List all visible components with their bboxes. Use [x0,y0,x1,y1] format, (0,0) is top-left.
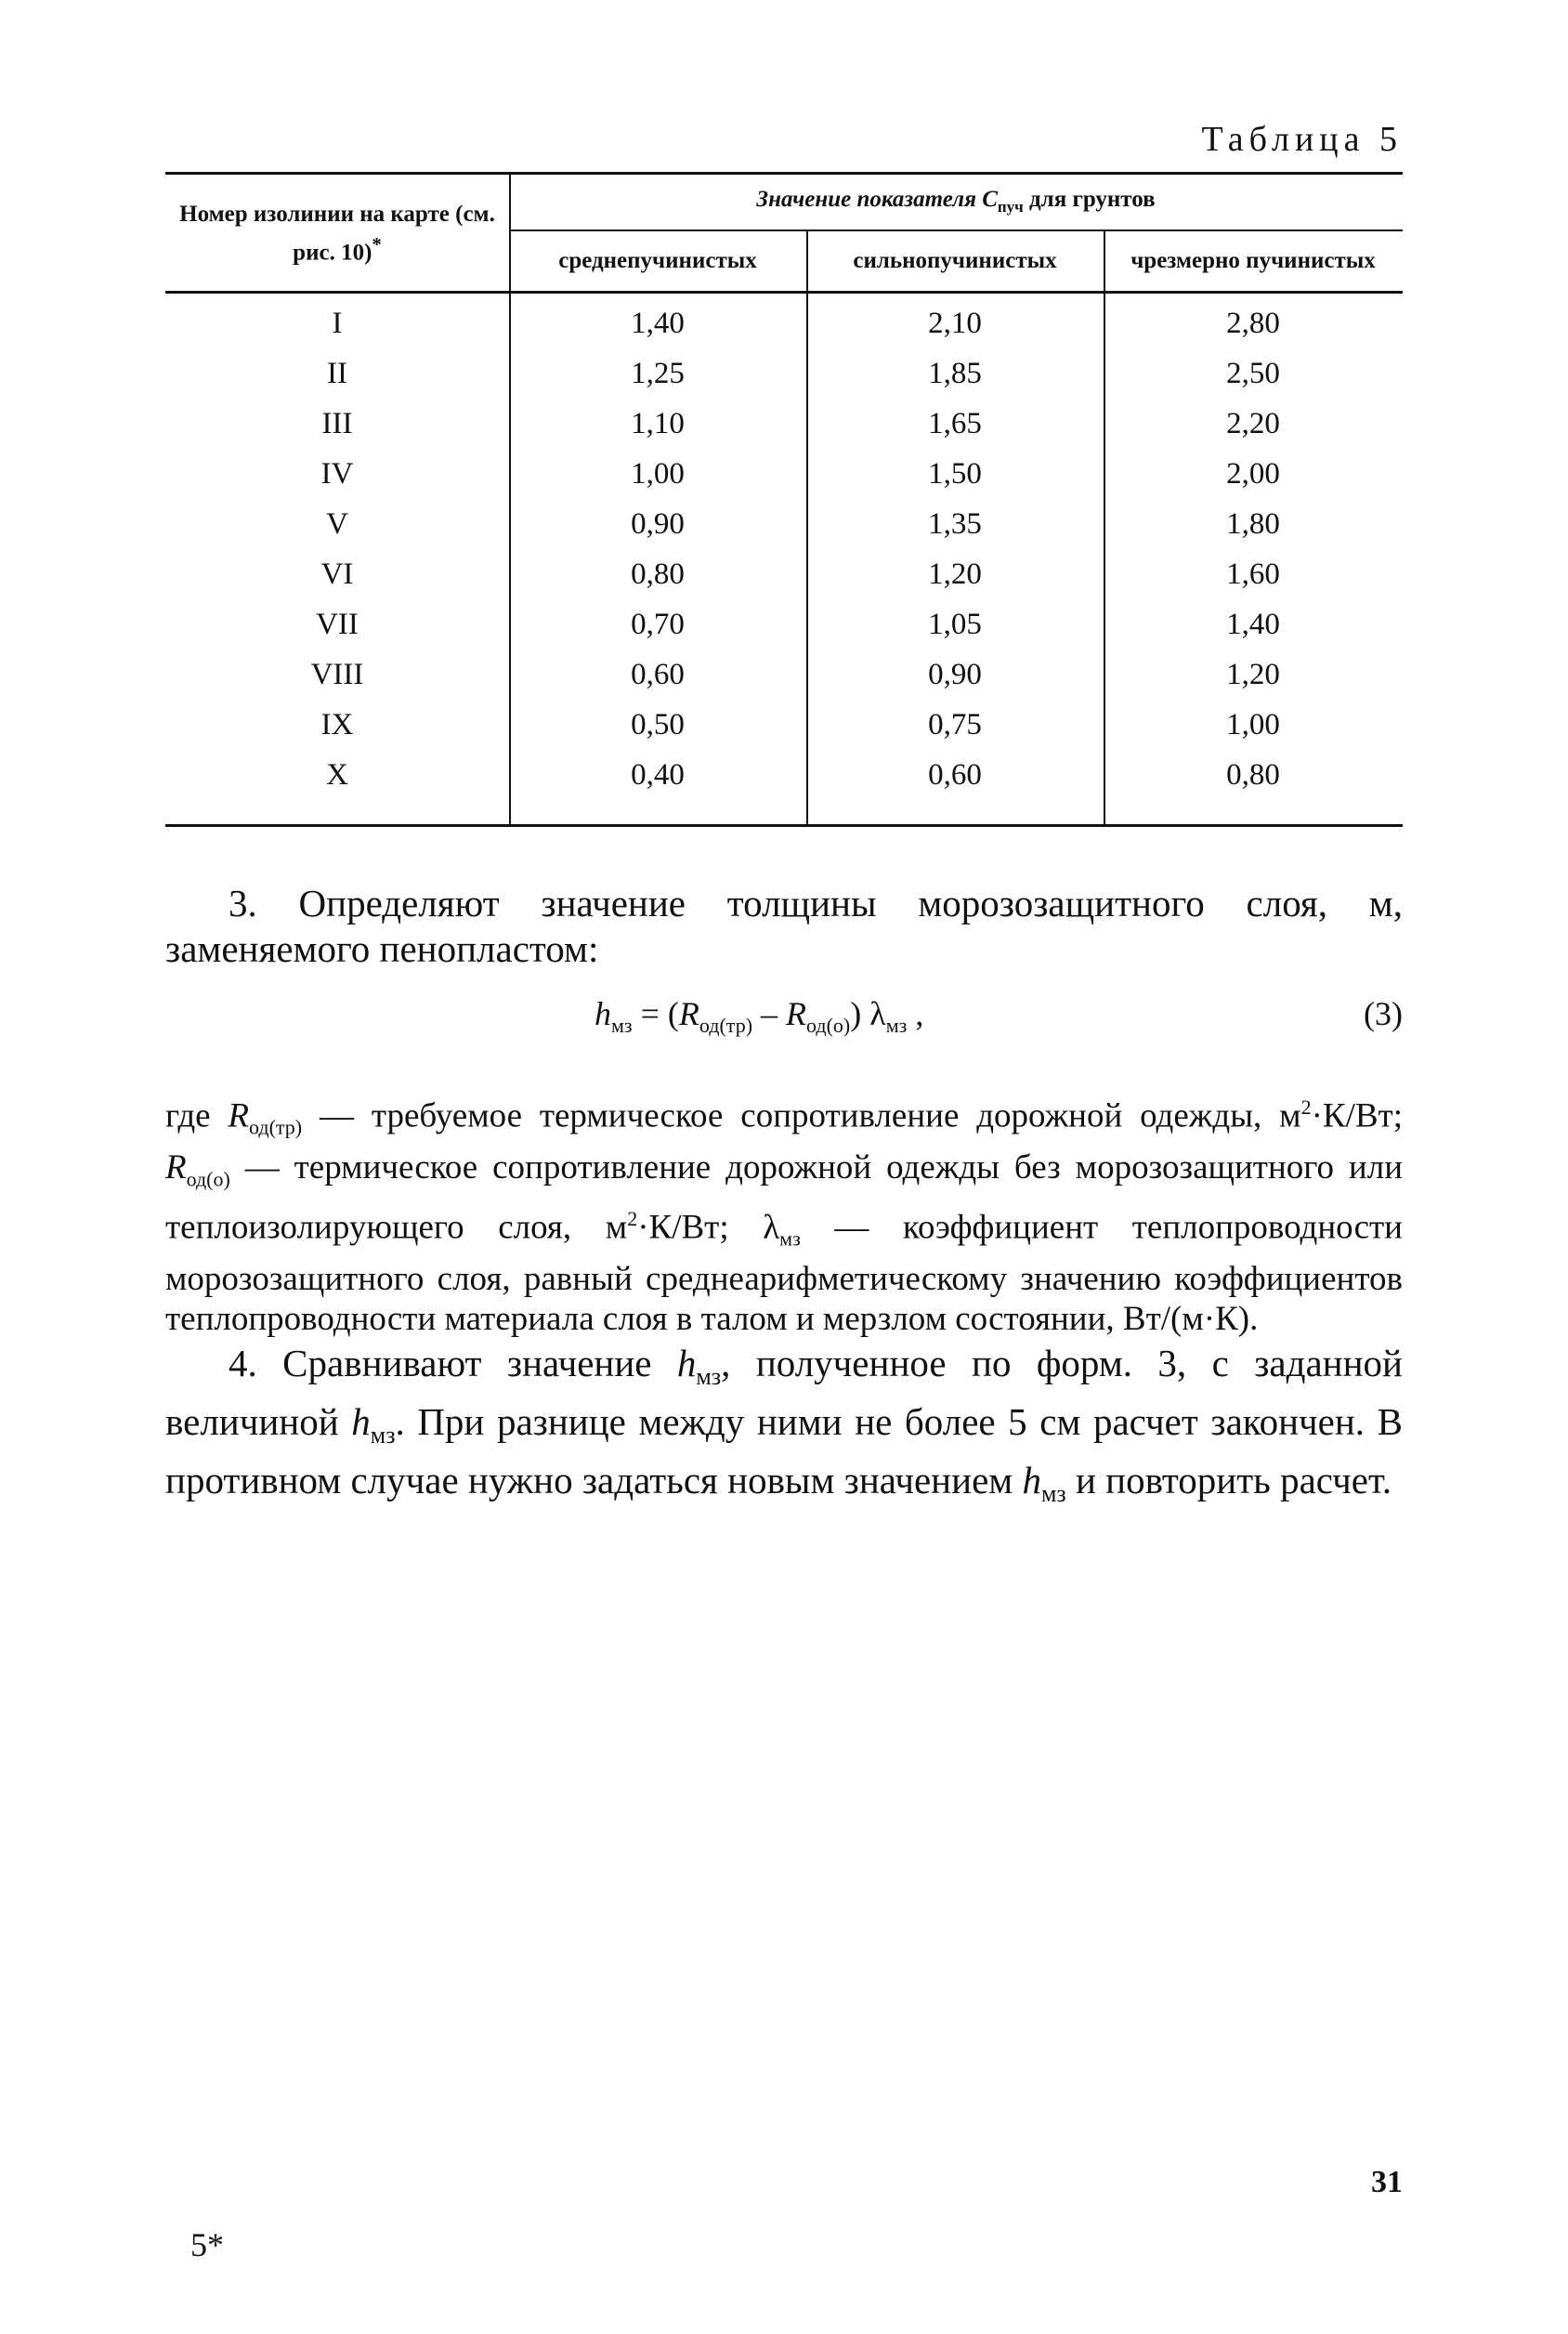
table-caption: Таблица 5 [1201,120,1403,159]
row-isoline-number: II [327,357,347,390]
header-medium-heaving: среднепучинистых [558,248,757,273]
row-isoline-number: VIII [310,658,364,691]
row-value-cell: 2,10 [928,307,982,340]
row-value-cell: 1,20 [928,557,982,591]
step-4-text: 4. Сравнивают значение $h_{мз}$, полученное по форм. 3, с заданной величиной $h_{мз}$. При разнице между ними не более 5 см расчет закончен. В противном случае нужно задаться новым значением $h_{мз}$ и повторить расчет. [165,1342,1403,1508]
row-isoline-number: IX [320,708,354,741]
row-value-cell: 0,50 [631,708,685,741]
row-value-cell: 1,60 [1226,557,1280,591]
row-value-cell: 1,10 [631,407,685,440]
row-isoline-number: IV [320,457,354,491]
page-number: 31 [1371,2165,1403,2199]
row-isoline-number: V [326,507,348,541]
header-isoline-number: Номер изолинии на карте (см. рис. 10)* [179,202,495,266]
row-value-cell: 1,50 [928,457,982,491]
header-footnote-mark: * [372,233,382,256]
row-value-cell: 2,80 [1226,307,1280,340]
row-value-cell: 1,85 [928,357,982,390]
formula-number: (3) [1364,995,1403,1032]
row-value-cell: 0,70 [631,608,685,641]
row-value-cell: 1,40 [1226,608,1280,641]
table-bottom-rule [165,824,1403,827]
data-table [165,172,1403,827]
row-value-cell: 1,65 [928,407,982,440]
row-isoline-number: VI [320,557,354,591]
row-value-cell: 1,25 [631,357,685,390]
row-isoline-number: III [321,407,353,440]
row-value-cell: 0,40 [631,758,685,792]
row-value-cell: 0,60 [928,758,982,792]
row-value-cell: 2,50 [1226,357,1280,390]
row-value-cell: 1,00 [1226,708,1280,741]
row-value-cell: 1,35 [928,507,982,541]
header-excessive-heaving: чрезмерно пучинистых [1130,248,1376,273]
row-value-cell: 1,20 [1226,658,1280,691]
table-subheader-rule [509,229,1403,231]
step-3-text: 3. Определяют значение толщины морозозащитного слоя, м, заменяемого пенопластом: [165,882,1403,970]
row-value-cell: 1,40 [631,307,685,340]
table-header-bottom-rule [165,291,1403,294]
row-value-cell: 0,90 [631,507,685,541]
row-value-cell: 2,20 [1226,407,1280,440]
row-isoline-number: X [326,758,348,792]
row-value-cell: 0,75 [928,708,982,741]
table-top-rule [165,172,1403,175]
row-value-cell: 0,80 [631,557,685,591]
row-isoline-number: VII [316,608,359,641]
row-value-cell: 2,00 [1226,457,1280,491]
header-strong-heaving: сильнопучинистых [853,248,1057,273]
row-value-cell: 1,05 [928,608,982,641]
row-isoline-number: I [332,307,343,340]
formula-explanation: где $R_{од(тр)}$ — требуемое термическое сопротивление дорожной одежды, $м^2\cdot К/Вт$; $R_{од(о)}$ — термическое сопротивление дорожной одежды без морозозащитного или теплоизолирующего слоя, $м^2\cdot К/Вт$; $\lambda_{мз}$ — коэффициент теплопроводности морозозащитного слоя, равный среднеарифметическому значению коэффициентов теплопроводности материала слоя в талом и мерзлом состоянии, Вт/(м·К). [165,1095,1403,1338]
sheet-signature-mark: 5* [190,2226,224,2263]
row-value-cell: 1,00 [631,457,685,491]
header-coefficient-group: Значение показателя $C_{пуч}$ для грунтов [756,187,1156,216]
row-value-cell: 1,80 [1226,507,1280,541]
row-value-cell: 0,60 [631,658,685,691]
row-value-cell: 0,80 [1226,758,1280,792]
row-value-cell: 0,90 [928,658,982,691]
formula-3: $h_{мз} = (R_{од(тр)} - R_{од(о)})$ $\lambda_{мз}$ , [595,995,924,1038]
